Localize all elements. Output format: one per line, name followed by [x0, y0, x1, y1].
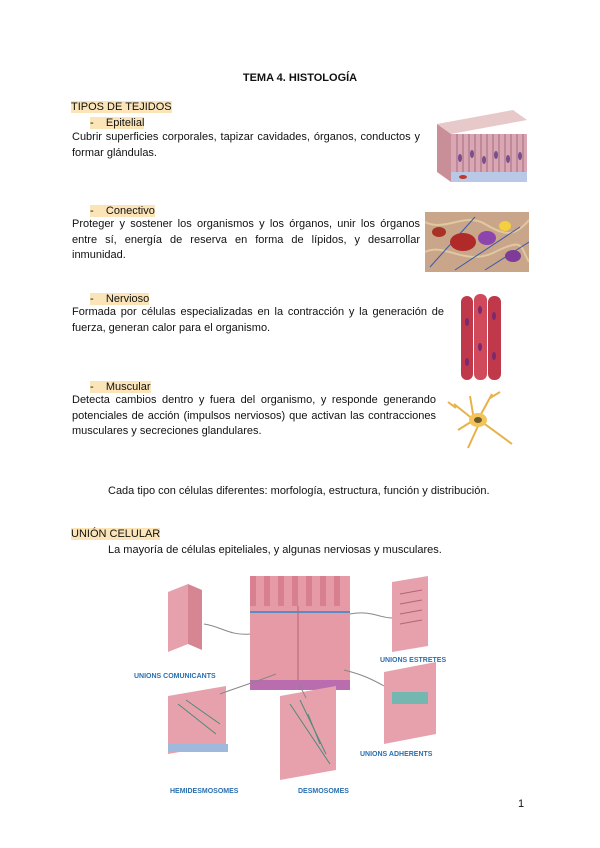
epithelial-tissue-illustration: [433, 106, 529, 186]
tissue-item-nervioso-desc: Formada por células especializadas en la contracción y la generación de fuerza, generan calor para el organismo.: [72, 306, 444, 334]
section-heading-union: UNIÓN CELULAR: [71, 528, 161, 540]
tissue-item-nervioso-heading: - Nervioso: [90, 293, 150, 305]
tissue-item-muscular-heading: - Muscular: [90, 381, 151, 393]
connective-tissue-illustration: [425, 212, 529, 272]
label-desmosomes: DESMOSOMES: [298, 788, 349, 795]
muscle-fibers-illustration: [459, 292, 503, 382]
tissue-item-conectivo-heading: - Conectivo: [90, 205, 155, 217]
union-intro: La mayoría de células epiteliales, y algunas nerviosas y musculares.: [108, 544, 442, 556]
cell-junctions-diagram: [130, 574, 468, 800]
tissue-item-muscular-desc: Detecta cambios dentro y fuera del organismo, y responde generando potenciales de acción (impulsos nerviosos) que activan las contracciones musculares y secreciones glandulares.: [72, 394, 436, 437]
tissue-item-epitelial-heading: - Epitelial: [90, 117, 145, 129]
label-unions-adherents: UNIONS ADHERENTS: [360, 751, 433, 758]
page-title: TEMA 4. HISTOLOGÍA: [242, 72, 358, 84]
neuron-illustration: [444, 386, 518, 460]
label-hemidesmosomes: HEMIDESMOSOMES: [170, 788, 239, 795]
section-heading-tissues: TIPOS DE TEJIDOS: [71, 101, 172, 113]
label-unions-comunicants: UNIONS COMUNICANTS: [134, 673, 216, 680]
label-unions-estretes: UNIONS ESTRETES: [380, 657, 447, 664]
tissue-item-conectivo-desc: Proteger y sostener los organismos y los órganos, unir los órganos entre sí, energía de reserva en forma de lípidos, y desarrollar inmunidad.: [72, 218, 420, 261]
page-number: 1: [518, 798, 525, 810]
tissues-summary: Cada tipo con células diferentes: morfología, estructura, función y distribución.: [108, 485, 490, 497]
tissue-item-epitelial-desc: Cubrir superficies corporales, tapizar cavidades, órganos, conductos y formar glándulas.: [72, 131, 420, 159]
